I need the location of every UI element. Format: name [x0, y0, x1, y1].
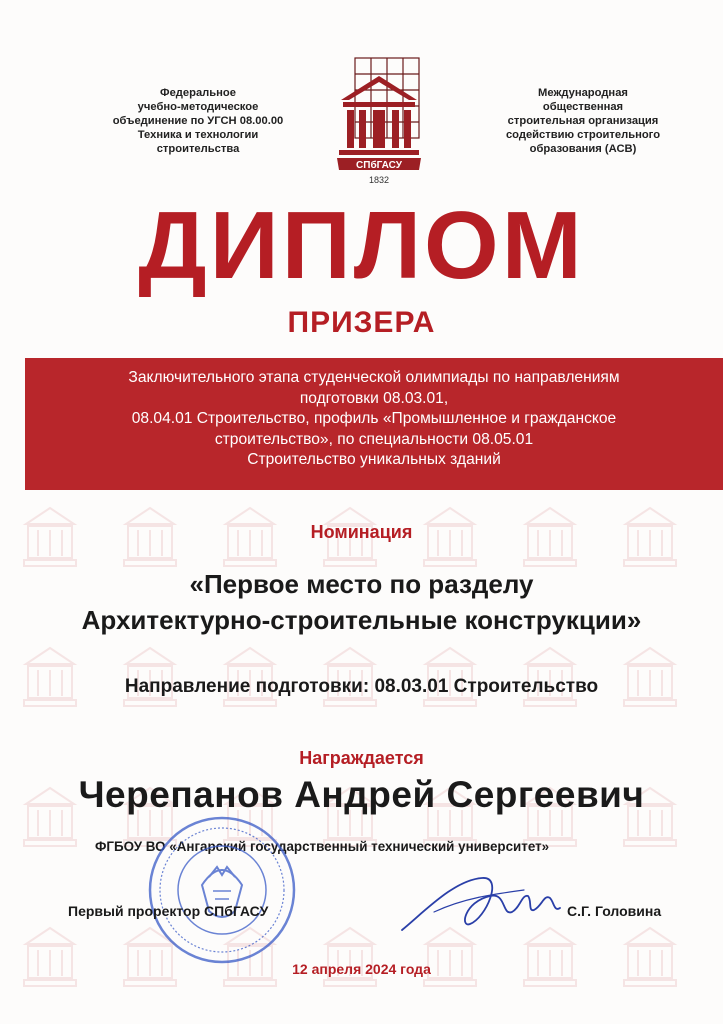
- nomination-label: Номинация: [310, 522, 413, 542]
- signer-name: С.Г. Головина: [567, 903, 662, 919]
- right-org-line: Международная: [538, 87, 628, 99]
- university-logo: [333, 54, 425, 186]
- diploma-title: ДИПЛОМ: [138, 192, 585, 299]
- nomination-line: Архитектурно-строительные конструкции»: [81, 605, 642, 635]
- watermark-logo: [620, 640, 680, 710]
- award-label: Награждается: [299, 748, 424, 768]
- left-org-line: строительства: [156, 143, 240, 155]
- nomination-text: [0, 566, 723, 638]
- watermark-logo: [120, 640, 180, 710]
- official-seal: [147, 815, 297, 965]
- left-org-line: Техника и технологии: [137, 129, 259, 141]
- left-org-line: учебно-методическое: [137, 101, 259, 113]
- banner-line: Строительство уникальных зданий: [247, 451, 501, 468]
- logo-name: СПбГАСУ: [356, 160, 402, 171]
- watermark-logo: [20, 640, 80, 710]
- event-banner: [25, 358, 723, 490]
- right-org-line: образования (АСВ): [529, 143, 637, 155]
- watermark-logo: [320, 920, 380, 990]
- logo-year: 1832: [368, 175, 390, 185]
- institution-name: ФГБОУ ВО «Ангарский государственный технический университет»: [95, 839, 550, 854]
- recipient-name: Черепанов Андрей Сергеевич: [78, 774, 645, 815]
- nomination-line: «Первое место по разделу: [189, 569, 534, 599]
- banner-line: подготовки 08.03.01,: [299, 389, 449, 407]
- left-org-line: объединение по УГСН 08.00.00: [112, 115, 284, 127]
- right-organization: [488, 86, 678, 156]
- right-org-line: строительная организация: [507, 115, 659, 127]
- signer-title: Первый проректор СПбГАСУ: [68, 903, 269, 919]
- watermark-logo: [20, 920, 80, 990]
- right-org-line: общественная: [542, 101, 624, 113]
- watermark-logo: [220, 640, 280, 710]
- handwritten-signature: [394, 872, 564, 942]
- watermark-logo: [520, 640, 580, 710]
- watermark-logo: [320, 640, 380, 710]
- issue-date: 12 апреля 2024 года: [292, 961, 431, 977]
- diploma-subtitle: ПРИЗЕРА: [287, 306, 436, 339]
- banner-line: 08.04.01 Строительство, профиль «Промышленное и гражданское: [131, 410, 617, 427]
- banner-line: Заключительного этапа студенческой олимпиады по направлениям: [128, 369, 620, 386]
- left-organization: [88, 86, 308, 156]
- study-direction: Направление подготовки: 08.03.01 Строительство: [124, 676, 599, 697]
- right-org-line: содействию строительного: [505, 129, 661, 141]
- banner-line: строительство», по специальности 08.05.01: [214, 430, 534, 448]
- watermark-logo: [420, 640, 480, 710]
- watermark-logo: [620, 920, 680, 990]
- left-org-line: Федеральное: [160, 87, 236, 99]
